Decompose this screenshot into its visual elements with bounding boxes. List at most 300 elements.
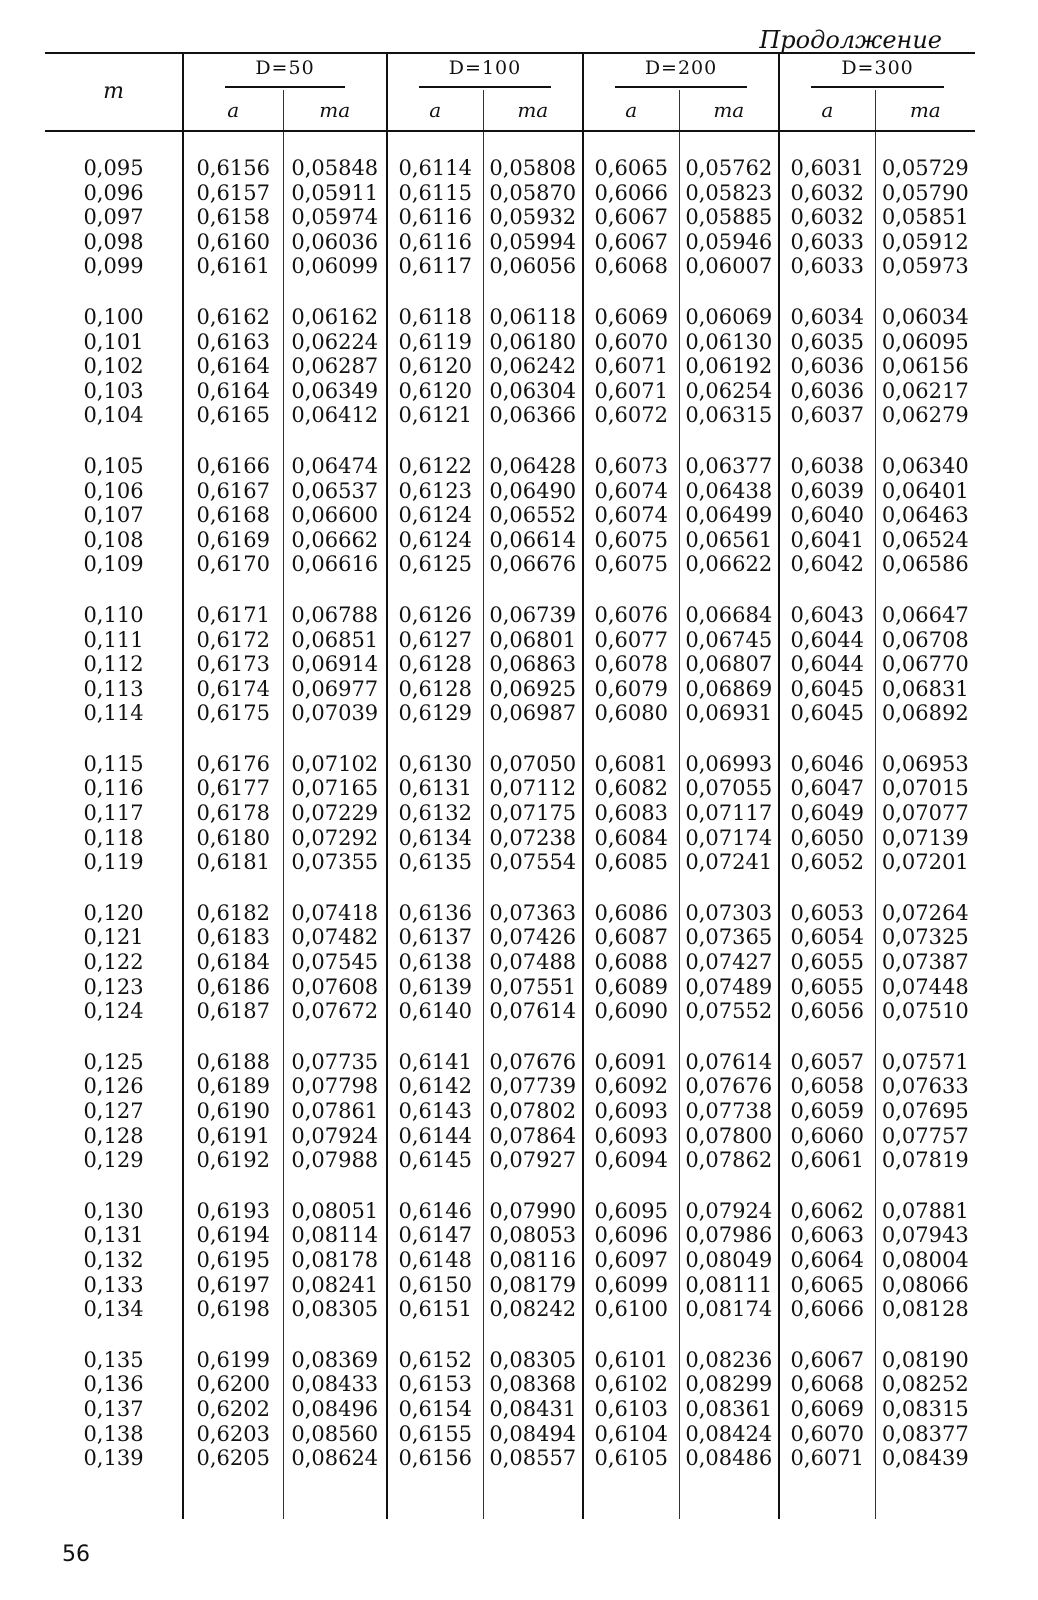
cell-a: 0,6116 (387, 205, 483, 230)
cell-a: 0,6194 (183, 1223, 283, 1248)
cell-ma: 0,05932 (483, 205, 583, 230)
cell-a: 0,6188 (183, 1050, 283, 1075)
cell-a: 0,6117 (387, 254, 483, 279)
cell-ma: 0,05851 (875, 205, 975, 230)
cell-a: 0,6170 (183, 552, 283, 577)
table-row (45, 403, 975, 428)
cell-ma: 0,07924 (679, 1199, 779, 1224)
table-row (45, 1148, 975, 1173)
cell-ma: 0,06007 (679, 254, 779, 279)
cell-ma: 0,06953 (875, 752, 975, 777)
table-row (45, 950, 975, 975)
cell-a: 0,6182 (183, 901, 283, 926)
cell-a: 0,6045 (779, 677, 875, 702)
cell-ma: 0,08066 (875, 1273, 975, 1298)
cell-ma: 0,06977 (283, 677, 387, 702)
cell-ma: 0,06614 (483, 528, 583, 553)
cell-ma: 0,05762 (679, 156, 779, 181)
cell-ma: 0,06463 (875, 503, 975, 528)
cell-ma: 0,07325 (875, 925, 975, 950)
cell-ma: 0,06616 (283, 552, 387, 577)
cell-a: 0,6130 (387, 752, 483, 777)
cell-a: 0,6095 (583, 1199, 679, 1224)
cell-ma: 0,06914 (283, 652, 387, 677)
cell-ma: 0,07174 (679, 826, 779, 851)
cell-a: 0,6093 (583, 1099, 679, 1124)
cell-a: 0,6168 (183, 503, 283, 528)
table-row (45, 1348, 975, 1373)
cell-ma: 0,07241 (679, 850, 779, 875)
cell-a: 0,6052 (779, 850, 875, 875)
cell-ma: 0,07738 (679, 1099, 779, 1124)
cell-ma: 0,06366 (483, 403, 583, 428)
cell-ma: 0,08305 (483, 1348, 583, 1373)
cell-a: 0,6084 (583, 826, 679, 851)
cell-a: 0,6195 (183, 1248, 283, 1273)
cell-ma: 0,05790 (875, 181, 975, 206)
cell-a: 0,6198 (183, 1297, 283, 1322)
cell-a: 0,6078 (583, 652, 679, 677)
cell-ma: 0,07292 (283, 826, 387, 851)
cell-m: 0,108 (83, 527, 144, 552)
cell-ma: 0,05912 (875, 230, 975, 255)
cell-a: 0,6040 (779, 503, 875, 528)
cell-ma: 0,06192 (679, 354, 779, 379)
cell-ma: 0,07077 (875, 801, 975, 826)
cell-a: 0,6071 (779, 1446, 875, 1471)
cell-ma: 0,06340 (875, 454, 975, 479)
cell-a: 0,6088 (583, 950, 679, 975)
cell-ma: 0,08494 (483, 1422, 583, 1447)
cell-a: 0,6147 (387, 1223, 483, 1248)
cell-a: 0,6197 (183, 1273, 283, 1298)
cell-a: 0,6034 (779, 305, 875, 330)
cell-a: 0,6119 (387, 330, 483, 355)
cell-a: 0,6064 (779, 1248, 875, 1273)
cell-a: 0,6114 (387, 156, 483, 181)
cell-m: 0,102 (83, 354, 144, 379)
cell-m: 0,138 (83, 1421, 144, 1446)
cell-a: 0,6145 (387, 1148, 483, 1173)
cell-a: 0,6055 (779, 975, 875, 1000)
cell-ma: 0,06377 (679, 454, 779, 479)
cell-ma: 0,06304 (483, 379, 583, 404)
cell-ma: 0,05911 (283, 181, 387, 206)
cell-a: 0,6184 (183, 950, 283, 975)
cell-a: 0,6161 (183, 254, 283, 279)
cell-a: 0,6093 (583, 1124, 679, 1149)
cell-m: 0,095 (83, 156, 144, 180)
cell-a: 0,6087 (583, 925, 679, 950)
cell-a: 0,6165 (183, 403, 283, 428)
table-row (45, 1199, 975, 1224)
table-row (45, 826, 975, 851)
cell-ma: 0,07554 (483, 850, 583, 875)
cell-ma: 0,07990 (483, 1199, 583, 1224)
cell-a: 0,6180 (183, 826, 283, 851)
cell-a: 0,6070 (779, 1422, 875, 1447)
header-ma: ma (483, 90, 583, 131)
header-a: a (583, 90, 679, 131)
cell-a: 0,6142 (387, 1074, 483, 1099)
cell-ma: 0,08377 (875, 1422, 975, 1447)
cell-a: 0,6083 (583, 801, 679, 826)
cell-m: 0,114 (83, 701, 144, 726)
cell-m: 0,113 (83, 676, 144, 701)
cell-a: 0,6153 (387, 1372, 483, 1397)
cell-ma: 0,06561 (679, 528, 779, 553)
cell-ma: 0,06490 (483, 479, 583, 504)
cell-ma: 0,07552 (679, 999, 779, 1024)
cell-ma: 0,06401 (875, 479, 975, 504)
cell-a: 0,6174 (183, 677, 283, 702)
cell-ma: 0,08439 (875, 1446, 975, 1471)
cell-ma: 0,07117 (679, 801, 779, 826)
cell-a: 0,6139 (387, 975, 483, 1000)
cell-ma: 0,08433 (283, 1372, 387, 1397)
cell-a: 0,6156 (387, 1446, 483, 1471)
header-group-d100: D=100 (387, 53, 583, 90)
cell-ma: 0,06224 (283, 330, 387, 355)
cell-a: 0,6121 (387, 403, 483, 428)
cell-ma: 0,07165 (283, 776, 387, 801)
cell-ma: 0,07238 (483, 826, 583, 851)
cell-ma: 0,07819 (875, 1148, 975, 1173)
cell-a: 0,6192 (183, 1148, 283, 1173)
header-m: m (45, 53, 183, 131)
cell-ma: 0,07488 (483, 950, 583, 975)
cell-a: 0,6032 (779, 181, 875, 206)
cell-m: 0,125 (83, 1049, 144, 1074)
cell-ma: 0,07986 (679, 1223, 779, 1248)
cell-ma: 0,07482 (283, 925, 387, 950)
cell-ma: 0,06684 (679, 603, 779, 628)
cell-ma: 0,07676 (679, 1074, 779, 1099)
table-row (45, 677, 975, 702)
cell-a: 0,6074 (583, 479, 679, 504)
header-a: a (183, 90, 283, 131)
cell-a: 0,6068 (779, 1372, 875, 1397)
cell-m: 0,129 (83, 1148, 144, 1173)
cell-ma: 0,07861 (283, 1099, 387, 1124)
cell-a: 0,6166 (183, 454, 283, 479)
cell-ma: 0,07672 (283, 999, 387, 1024)
cell-ma: 0,07943 (875, 1223, 975, 1248)
cell-a: 0,6061 (779, 1148, 875, 1173)
cell-ma: 0,07927 (483, 1148, 583, 1173)
cell-a: 0,6120 (387, 379, 483, 404)
header-ma: ma (679, 90, 779, 131)
cell-a: 0,6164 (183, 354, 283, 379)
cell-m: 0,120 (83, 900, 144, 925)
cell-a: 0,6169 (183, 528, 283, 553)
table-row (45, 628, 975, 653)
cell-a: 0,6080 (583, 701, 679, 726)
cell-ma: 0,06162 (283, 305, 387, 330)
page-number: 56 (62, 1542, 90, 1567)
cell-a: 0,6038 (779, 454, 875, 479)
cell-ma: 0,08557 (483, 1446, 583, 1471)
cell-ma: 0,06993 (679, 752, 779, 777)
cell-ma: 0,06156 (875, 354, 975, 379)
header-a: a (387, 90, 483, 131)
cell-ma: 0,05885 (679, 205, 779, 230)
cell-ma: 0,07551 (483, 975, 583, 1000)
cell-ma: 0,07201 (875, 850, 975, 875)
cell-ma: 0,07355 (283, 850, 387, 875)
header-a: a (779, 90, 875, 131)
cell-ma: 0,06499 (679, 503, 779, 528)
cell-a: 0,6200 (183, 1372, 283, 1397)
cell-ma: 0,06428 (483, 454, 583, 479)
cell-m: 0,111 (83, 627, 144, 652)
cell-a: 0,6042 (779, 552, 875, 577)
cell-ma: 0,08174 (679, 1297, 779, 1322)
cell-ma: 0,07050 (483, 752, 583, 777)
cell-m: 0,136 (83, 1372, 144, 1397)
cell-a: 0,6143 (387, 1099, 483, 1124)
cell-ma: 0,08368 (483, 1372, 583, 1397)
cell-ma: 0,08241 (283, 1273, 387, 1298)
cell-a: 0,6069 (779, 1397, 875, 1422)
cell-m: 0,133 (83, 1272, 144, 1297)
table-row (45, 552, 975, 577)
cell-m: 0,135 (83, 1347, 144, 1372)
cell-a: 0,6033 (779, 230, 875, 255)
cell-m: 0,116 (83, 776, 144, 801)
cell-a: 0,6072 (583, 403, 679, 428)
cell-ma: 0,07802 (483, 1099, 583, 1124)
cell-m: 0,109 (83, 552, 144, 577)
cell-ma: 0,06349 (283, 379, 387, 404)
cell-m: 0,134 (83, 1297, 144, 1322)
cell-a: 0,6156 (183, 156, 283, 181)
cell-a: 0,6065 (583, 156, 679, 181)
table-body (45, 131, 975, 1519)
cell-a: 0,6187 (183, 999, 283, 1024)
cell-ma: 0,06069 (679, 305, 779, 330)
cell-ma: 0,07363 (483, 901, 583, 926)
cell-a: 0,6138 (387, 950, 483, 975)
cell-ma: 0,06118 (483, 305, 583, 330)
cell-ma: 0,07735 (283, 1050, 387, 1075)
cell-m: 0,112 (83, 652, 144, 677)
cell-a: 0,6191 (183, 1124, 283, 1149)
cell-ma: 0,06801 (483, 628, 583, 653)
cell-m: 0,098 (83, 229, 144, 254)
cell-ma: 0,07988 (283, 1148, 387, 1173)
table-row (45, 1297, 975, 1322)
cell-ma: 0,05870 (483, 181, 583, 206)
cell-a: 0,6152 (387, 1348, 483, 1373)
cell-ma: 0,05994 (483, 230, 583, 255)
cell-m: 0,137 (83, 1396, 144, 1421)
cell-ma: 0,06586 (875, 552, 975, 577)
cell-ma: 0,07102 (283, 752, 387, 777)
cell-m: 0,132 (83, 1247, 144, 1272)
cell-a: 0,6160 (183, 230, 283, 255)
header-group-d50: D=50 (183, 53, 387, 90)
cell-ma: 0,07264 (875, 901, 975, 926)
cell-m: 0,106 (83, 478, 144, 503)
cell-a: 0,6105 (583, 1446, 679, 1471)
cell-a: 0,6092 (583, 1074, 679, 1099)
cell-a: 0,6104 (583, 1422, 679, 1447)
cell-a: 0,6056 (779, 999, 875, 1024)
cell-ma: 0,06412 (283, 403, 387, 428)
cell-ma: 0,07798 (283, 1074, 387, 1099)
cell-a: 0,6155 (387, 1422, 483, 1447)
cell-a: 0,6190 (183, 1099, 283, 1124)
cell-ma: 0,08242 (483, 1297, 583, 1322)
table-row (45, 1273, 975, 1298)
cell-a: 0,6058 (779, 1074, 875, 1099)
cell-ma: 0,07862 (679, 1148, 779, 1173)
cell-ma: 0,06524 (875, 528, 975, 553)
cell-ma: 0,07633 (875, 1074, 975, 1099)
cell-ma: 0,06254 (679, 379, 779, 404)
cell-ma: 0,07676 (483, 1050, 583, 1075)
cell-ma: 0,06600 (283, 503, 387, 528)
table-row (45, 330, 975, 355)
cell-ma: 0,08299 (679, 1372, 779, 1397)
cell-a: 0,6081 (583, 752, 679, 777)
cell-a: 0,6065 (779, 1273, 875, 1298)
cell-a: 0,6202 (183, 1397, 283, 1422)
cell-ma: 0,07864 (483, 1124, 583, 1149)
cell-ma: 0,07303 (679, 901, 779, 926)
cell-m: 0,105 (83, 453, 144, 478)
cell-a: 0,6036 (779, 354, 875, 379)
cell-ma: 0,08114 (283, 1223, 387, 1248)
table-row (45, 1397, 975, 1422)
cell-ma: 0,06931 (679, 701, 779, 726)
cell-ma: 0,06095 (875, 330, 975, 355)
cell-a: 0,6071 (583, 354, 679, 379)
cell-a: 0,6036 (779, 379, 875, 404)
cell-a: 0,6115 (387, 181, 483, 206)
cell-ma: 0,06869 (679, 677, 779, 702)
cell-a: 0,6066 (583, 181, 679, 206)
cell-m: 0,101 (83, 329, 144, 354)
cell-a: 0,6070 (583, 330, 679, 355)
cell-ma: 0,06036 (283, 230, 387, 255)
cell-ma: 0,06788 (283, 603, 387, 628)
cell-a: 0,6079 (583, 677, 679, 702)
cell-a: 0,6177 (183, 776, 283, 801)
cell-m: 0,100 (83, 304, 144, 329)
cell-a: 0,6099 (583, 1273, 679, 1298)
cell-ma: 0,05946 (679, 230, 779, 255)
table-row (45, 454, 975, 479)
table-row (45, 901, 975, 926)
cell-ma: 0,06552 (483, 503, 583, 528)
cell-ma: 0,05729 (875, 156, 975, 181)
cell-m: 0,107 (83, 503, 144, 528)
cell-a: 0,6127 (387, 628, 483, 653)
cell-ma: 0,06708 (875, 628, 975, 653)
table-row (45, 379, 975, 404)
cell-a: 0,6082 (583, 776, 679, 801)
cell-a: 0,6035 (779, 330, 875, 355)
table-row (45, 801, 975, 826)
table-row (45, 652, 975, 677)
cell-ma: 0,08116 (483, 1248, 583, 1273)
table-row (45, 1074, 975, 1099)
table-row (45, 1446, 975, 1471)
cell-ma: 0,05823 (679, 181, 779, 206)
cell-ma: 0,06662 (283, 528, 387, 553)
cell-a: 0,6118 (387, 305, 483, 330)
cell-a: 0,6086 (583, 901, 679, 926)
cell-a: 0,6101 (583, 1348, 679, 1373)
cell-a: 0,6163 (183, 330, 283, 355)
cell-m: 0,121 (83, 925, 144, 950)
table-row (45, 181, 975, 206)
cell-a: 0,6124 (387, 503, 483, 528)
cell-a: 0,6044 (779, 628, 875, 653)
cell-a: 0,6037 (779, 403, 875, 428)
cell-a: 0,6186 (183, 975, 283, 1000)
cell-a: 0,6032 (779, 205, 875, 230)
cell-ma: 0,07229 (283, 801, 387, 826)
cell-a: 0,6129 (387, 701, 483, 726)
cell-ma: 0,06056 (483, 254, 583, 279)
cell-m: 0,118 (83, 825, 144, 850)
cell-m: 0,115 (83, 751, 144, 776)
table-row (45, 776, 975, 801)
cell-a: 0,6089 (583, 975, 679, 1000)
table-row (45, 156, 975, 181)
cell-a: 0,6043 (779, 603, 875, 628)
cell-a: 0,6144 (387, 1124, 483, 1149)
cell-a: 0,6123 (387, 479, 483, 504)
cell-m: 0,127 (83, 1099, 144, 1123)
cell-ma: 0,07614 (483, 999, 583, 1024)
cell-ma: 0,08004 (875, 1248, 975, 1273)
cell-a: 0,6096 (583, 1223, 679, 1248)
cell-ma: 0,08179 (483, 1273, 583, 1298)
cell-a: 0,6045 (779, 701, 875, 726)
cell-ma: 0,08236 (679, 1348, 779, 1373)
cell-a: 0,6066 (779, 1297, 875, 1322)
table-row (45, 999, 975, 1024)
header-ma: ma (875, 90, 975, 131)
cell-m: 0,124 (83, 999, 144, 1024)
cell-a: 0,6055 (779, 950, 875, 975)
cell-a: 0,6047 (779, 776, 875, 801)
cell-a: 0,6091 (583, 1050, 679, 1075)
cell-a: 0,6172 (183, 628, 283, 653)
cell-a: 0,6046 (779, 752, 875, 777)
header-ma: ma (283, 90, 387, 131)
cell-a: 0,6176 (183, 752, 283, 777)
cell-ma: 0,06863 (483, 652, 583, 677)
cell-ma: 0,06099 (283, 254, 387, 279)
cell-ma: 0,07365 (679, 925, 779, 950)
cell-ma: 0,08315 (875, 1397, 975, 1422)
cell-m: 0,126 (83, 1074, 144, 1099)
cell-ma: 0,06438 (679, 479, 779, 504)
cell-ma: 0,05974 (283, 205, 387, 230)
cell-ma: 0,07757 (875, 1124, 975, 1149)
cell-ma: 0,06892 (875, 701, 975, 726)
cell-ma: 0,06034 (875, 305, 975, 330)
cell-m: 0,130 (83, 1198, 144, 1223)
cell-a: 0,6054 (779, 925, 875, 950)
cell-m: 0,099 (83, 254, 144, 279)
cell-a: 0,6134 (387, 826, 483, 851)
